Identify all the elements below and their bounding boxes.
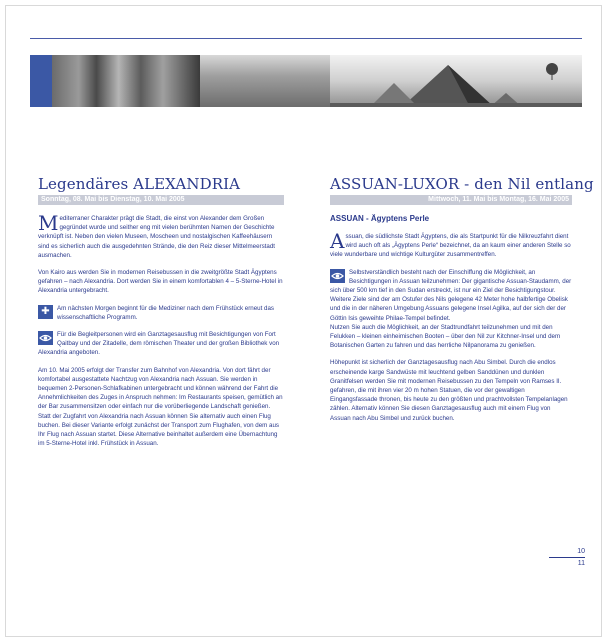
right-paragraph-3: Nutzen Sie auch die Möglichkeit, an der Stadtrundfahrt teilzunehmen und mit den Felukken – kleinen einheimischen Booten – über den Nil zur Kitchner-Insel und dem Botanischen Garten zu fahren und das herrliche Nilpanorama zu genießen.	[330, 323, 561, 350]
right-p1-text: ssuan, die südlichste Stadt Ägyptens, die als Startpunkt für die Nilkreuzfahrt dient wird auch oft als „Ägyptens Perle“ bezeichnet, da an kaum einer anderen Stelle so viele wunderbare und wichtige Kulturgüter zusammentreffen.	[330, 233, 571, 259]
eye-icon	[330, 269, 345, 283]
left-column	[38, 175, 284, 448]
left-p3-text: Am nächsten Morgen beginnt für die Mediziner nach dem Frühstück erneut das wissenschaftliche Programm.	[57, 304, 275, 321]
right-paragraph-1	[330, 229, 572, 260]
left-heading: Legendäres ALEXANDRIA	[38, 175, 241, 193]
right-heading: ASSUAN-LUXOR - den Nil entlang	[330, 175, 594, 193]
left-paragraph-3	[38, 304, 284, 322]
page-number-left: 10	[577, 548, 585, 555]
right-p2-text: Selbstverständlich besteht nach der Einschiffung die Möglichkeit, an Besichtigungen in Assuan teilzunehmen: Der gigantische Assuan-Staudamm, der sich über 500 km tief in den Sudan erstreckt, ist nur ein Ziel der Besichtigungstour. Weitere Ziele sind der am Ostufer des Nils gelegene 42 Meter hohe halbfertige Obelisk und die in der näheren Umgebung Assuans gelegene Insel Agilka, auf der sich der der Göttin Isis geweihte Philae-Tempel befindet.	[330, 268, 572, 322]
cross-icon: ✚	[38, 305, 53, 319]
right-paragraph-2	[330, 268, 572, 323]
top-rule-left	[30, 38, 306, 39]
portrait-image	[200, 55, 330, 107]
page-number-right: 11	[577, 560, 585, 567]
dropcap: A	[330, 229, 345, 253]
left-paragraph-5: Am 10. Mai 2005 erfolgt der Transfer zum Bahnhof von Alexandria. Von dort fährt der komfortabel ausgestattete Nachtzug von Alexandria nach Assuan. Sie werden in bequemen 2-Personen-Schlafkabinen untergebracht und können während der Fahrt die Annehmlichkeiten des Zuges in Anspruch nehmen: Im Restaurants speisen, gemütlich an der Bar zusammensitzen oder einfach nur die vorüberliegende Landschaft genießen.	[38, 366, 283, 411]
left-date-bar: Sonntag, 08. Mai bis Dienstag, 10. Mai 2005	[38, 195, 284, 205]
left-p1-text: editerraner Charakter prägt die Stadt, die einst von Alexander dem Großen gegründet wurde und seither eng mit vielen berühmten Namen der Geschichte verknüpft ist. Neben den vielen Museen, Moscheen und nostalgischen Kaffeehäusern sind es sicherlich auch die ausgedehnten Strände, die den Reiz dieser Mittelmeerstadt ausmachen.	[38, 215, 275, 259]
right-paragraph-4: Höhepunkt ist sicherlich der Ganztagesausflug nach Abu Simbel. Durch die endlos erscheinende karge Sandwüste mit leuchtend gelben Sanddünen und dunklen Granitfelsen werden Sie mit modernen Reisebussen zu den Tempeln von Ramses II. gefahren, die mit ihren vier 20 m hohen Statuen, die vor der gewaltigen Eingangsfassade thronen, bis heute zu den größten und prachtvollsten Tempelanlagen zählen. Alternativ können Sie diesen Ganztagesausflug auch mit einem Flug von Assuan nach Abu Simbel und zurück buchen.	[330, 359, 568, 422]
left-p4-text: Für die Begleitpersonen wird ein Ganztagesausflug mit Besichtigungen von Fort Qaitbay und der Zitadelle, dem römischen Theater und der großen Bibliothek von Alexandria angeboten.	[38, 331, 280, 357]
left-paragraph-1	[38, 211, 284, 260]
pyramids-illustration	[330, 55, 582, 107]
page-numbers	[549, 548, 585, 567]
eye-icon	[38, 331, 53, 345]
left-paragraph-4	[38, 330, 284, 358]
left-paragraph-2: Von Kairo aus werden Sie in modernen Reisebussen in die zweitgrößte Stadt Ägyptens gefahren – nach Alexandria. Dort werden Sie in einem komfortablen 4 – 5-Sterne-Hotel in Alexandria untergebracht.	[38, 269, 283, 295]
top-rule-right	[306, 38, 582, 39]
right-date-bar: Mittwoch, 11. Mai bis Montag, 16. Mai 2005	[330, 195, 572, 205]
pyramids-image	[330, 55, 582, 107]
dropcap: M	[38, 211, 59, 235]
banner-accent	[30, 55, 52, 107]
right-column	[330, 175, 594, 423]
egyptian-art-image	[52, 55, 200, 107]
right-subheading: ASSUAN - Ägyptens Perle	[330, 214, 430, 223]
page-number-divider	[549, 557, 585, 558]
left-paragraph-6: Statt der Zugfahrt von Alexandria nach Assuan können Sie alternativ auch einen Flug buchen. Bei dieser Variante erfolgt zunächst der Transport zum Flughafen, von dem aus Ihr Flug nach Assuan startet. Diese Alternative beinhaltet außerdem eine Übernachtung im 5-Sterne-Hotel inkl. Frühstück in Assuan.	[38, 412, 279, 448]
